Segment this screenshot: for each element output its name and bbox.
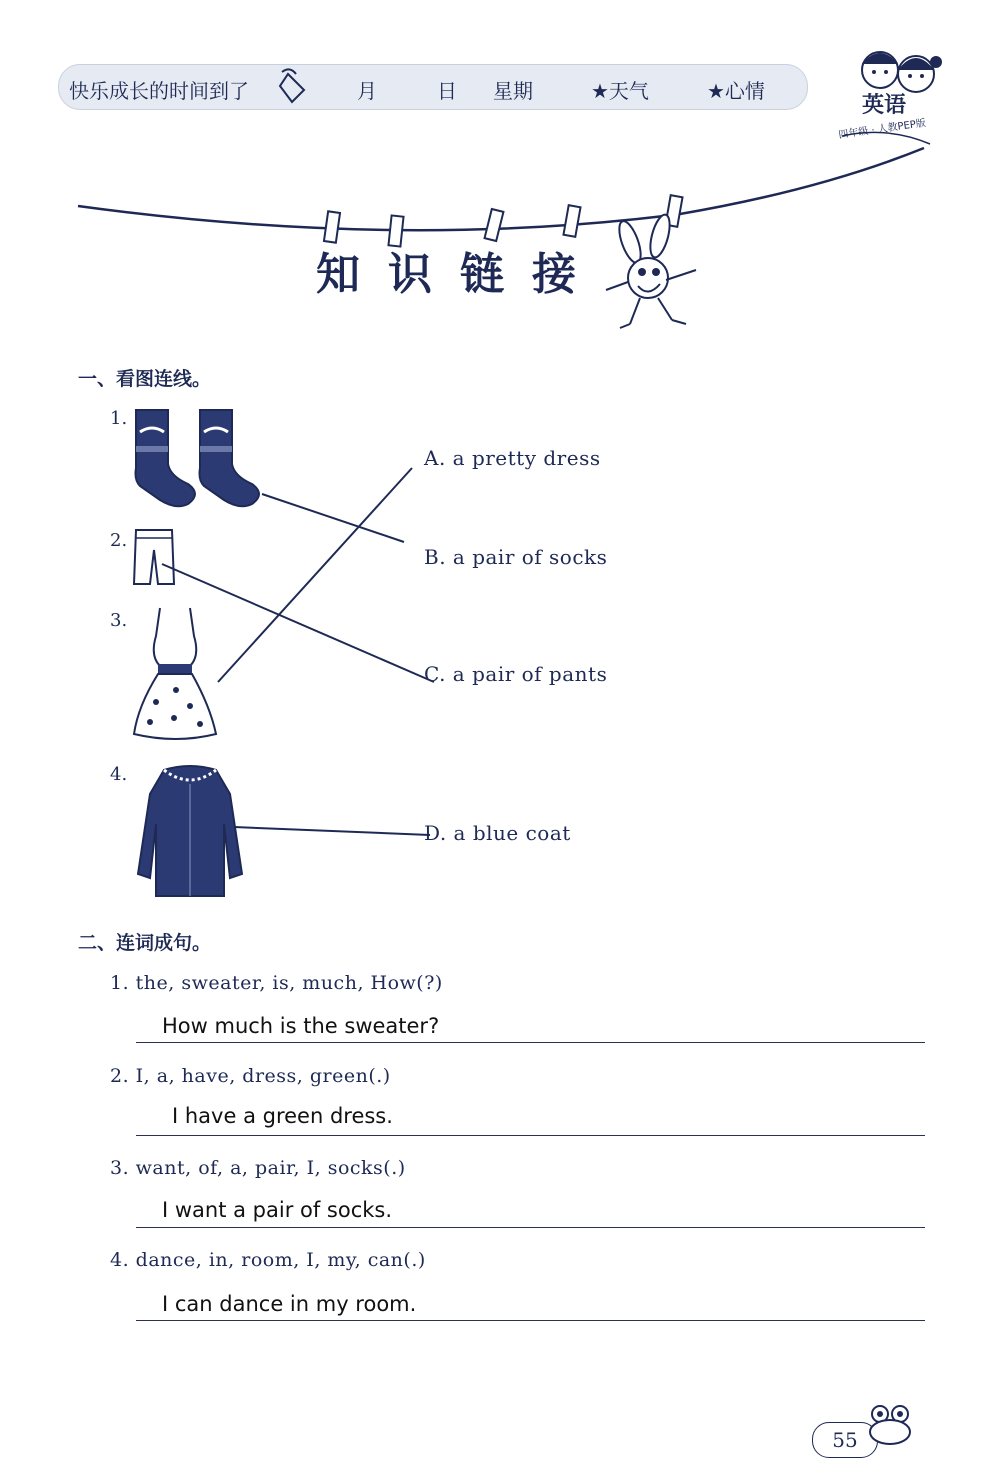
section1-title: 一、看图连线。 — [78, 368, 212, 390]
item-number: 4. — [110, 764, 128, 785]
answer-text[interactable]: I have a green dress. — [172, 1104, 393, 1128]
frog-icon — [866, 1400, 916, 1450]
answer-text[interactable]: I can dance in my room. — [162, 1292, 417, 1316]
question-prompt: 3. want, of, a, pair, I, socks(.) — [110, 1157, 406, 1179]
subject-label: 英语 — [862, 93, 907, 118]
weather-label: ★天气 — [591, 79, 649, 103]
question-prompt: 4. dance, in, room, I, my, can(.) — [110, 1249, 426, 1271]
month-label: 月 — [357, 79, 377, 103]
match-line-pants — [162, 564, 434, 682]
grade-label: 四年级 · 人教PEP版 — [837, 117, 927, 142]
weekday-label: 星期 — [493, 79, 533, 103]
mood-label: ★心情 — [707, 79, 765, 103]
option-b: B. a pair of socks — [424, 545, 608, 569]
page-number: 55 — [812, 1422, 878, 1458]
header-slogan: 快乐成长的时间到了 — [69, 79, 249, 103]
answer-line — [136, 1135, 925, 1136]
question-prompt: 2. I, a, have, dress, green(.) — [110, 1065, 391, 1087]
section2-title: 二、连词成句。 — [78, 932, 212, 954]
match-line-dress — [218, 468, 412, 682]
item-number: 1. — [110, 408, 128, 429]
banner-title: 知识链接 — [316, 249, 604, 300]
answer-line — [136, 1320, 925, 1321]
day-label: 日 — [437, 79, 457, 103]
match-line-coat — [234, 827, 430, 835]
option-c: C. a pair of pants — [424, 662, 608, 686]
answer-line — [136, 1227, 925, 1228]
answer-line — [136, 1042, 925, 1043]
item-number: 2. — [110, 530, 128, 551]
answer-text[interactable]: How much is the sweater? — [162, 1014, 440, 1038]
option-a: A. a pretty dress — [424, 446, 601, 470]
option-d: D. a blue coat — [424, 821, 571, 845]
answer-text[interactable]: I want a pair of socks. — [162, 1198, 393, 1222]
question-prompt: 1. the, sweater, is, much, How(?) — [110, 972, 443, 994]
item-number: 3. — [110, 610, 128, 631]
